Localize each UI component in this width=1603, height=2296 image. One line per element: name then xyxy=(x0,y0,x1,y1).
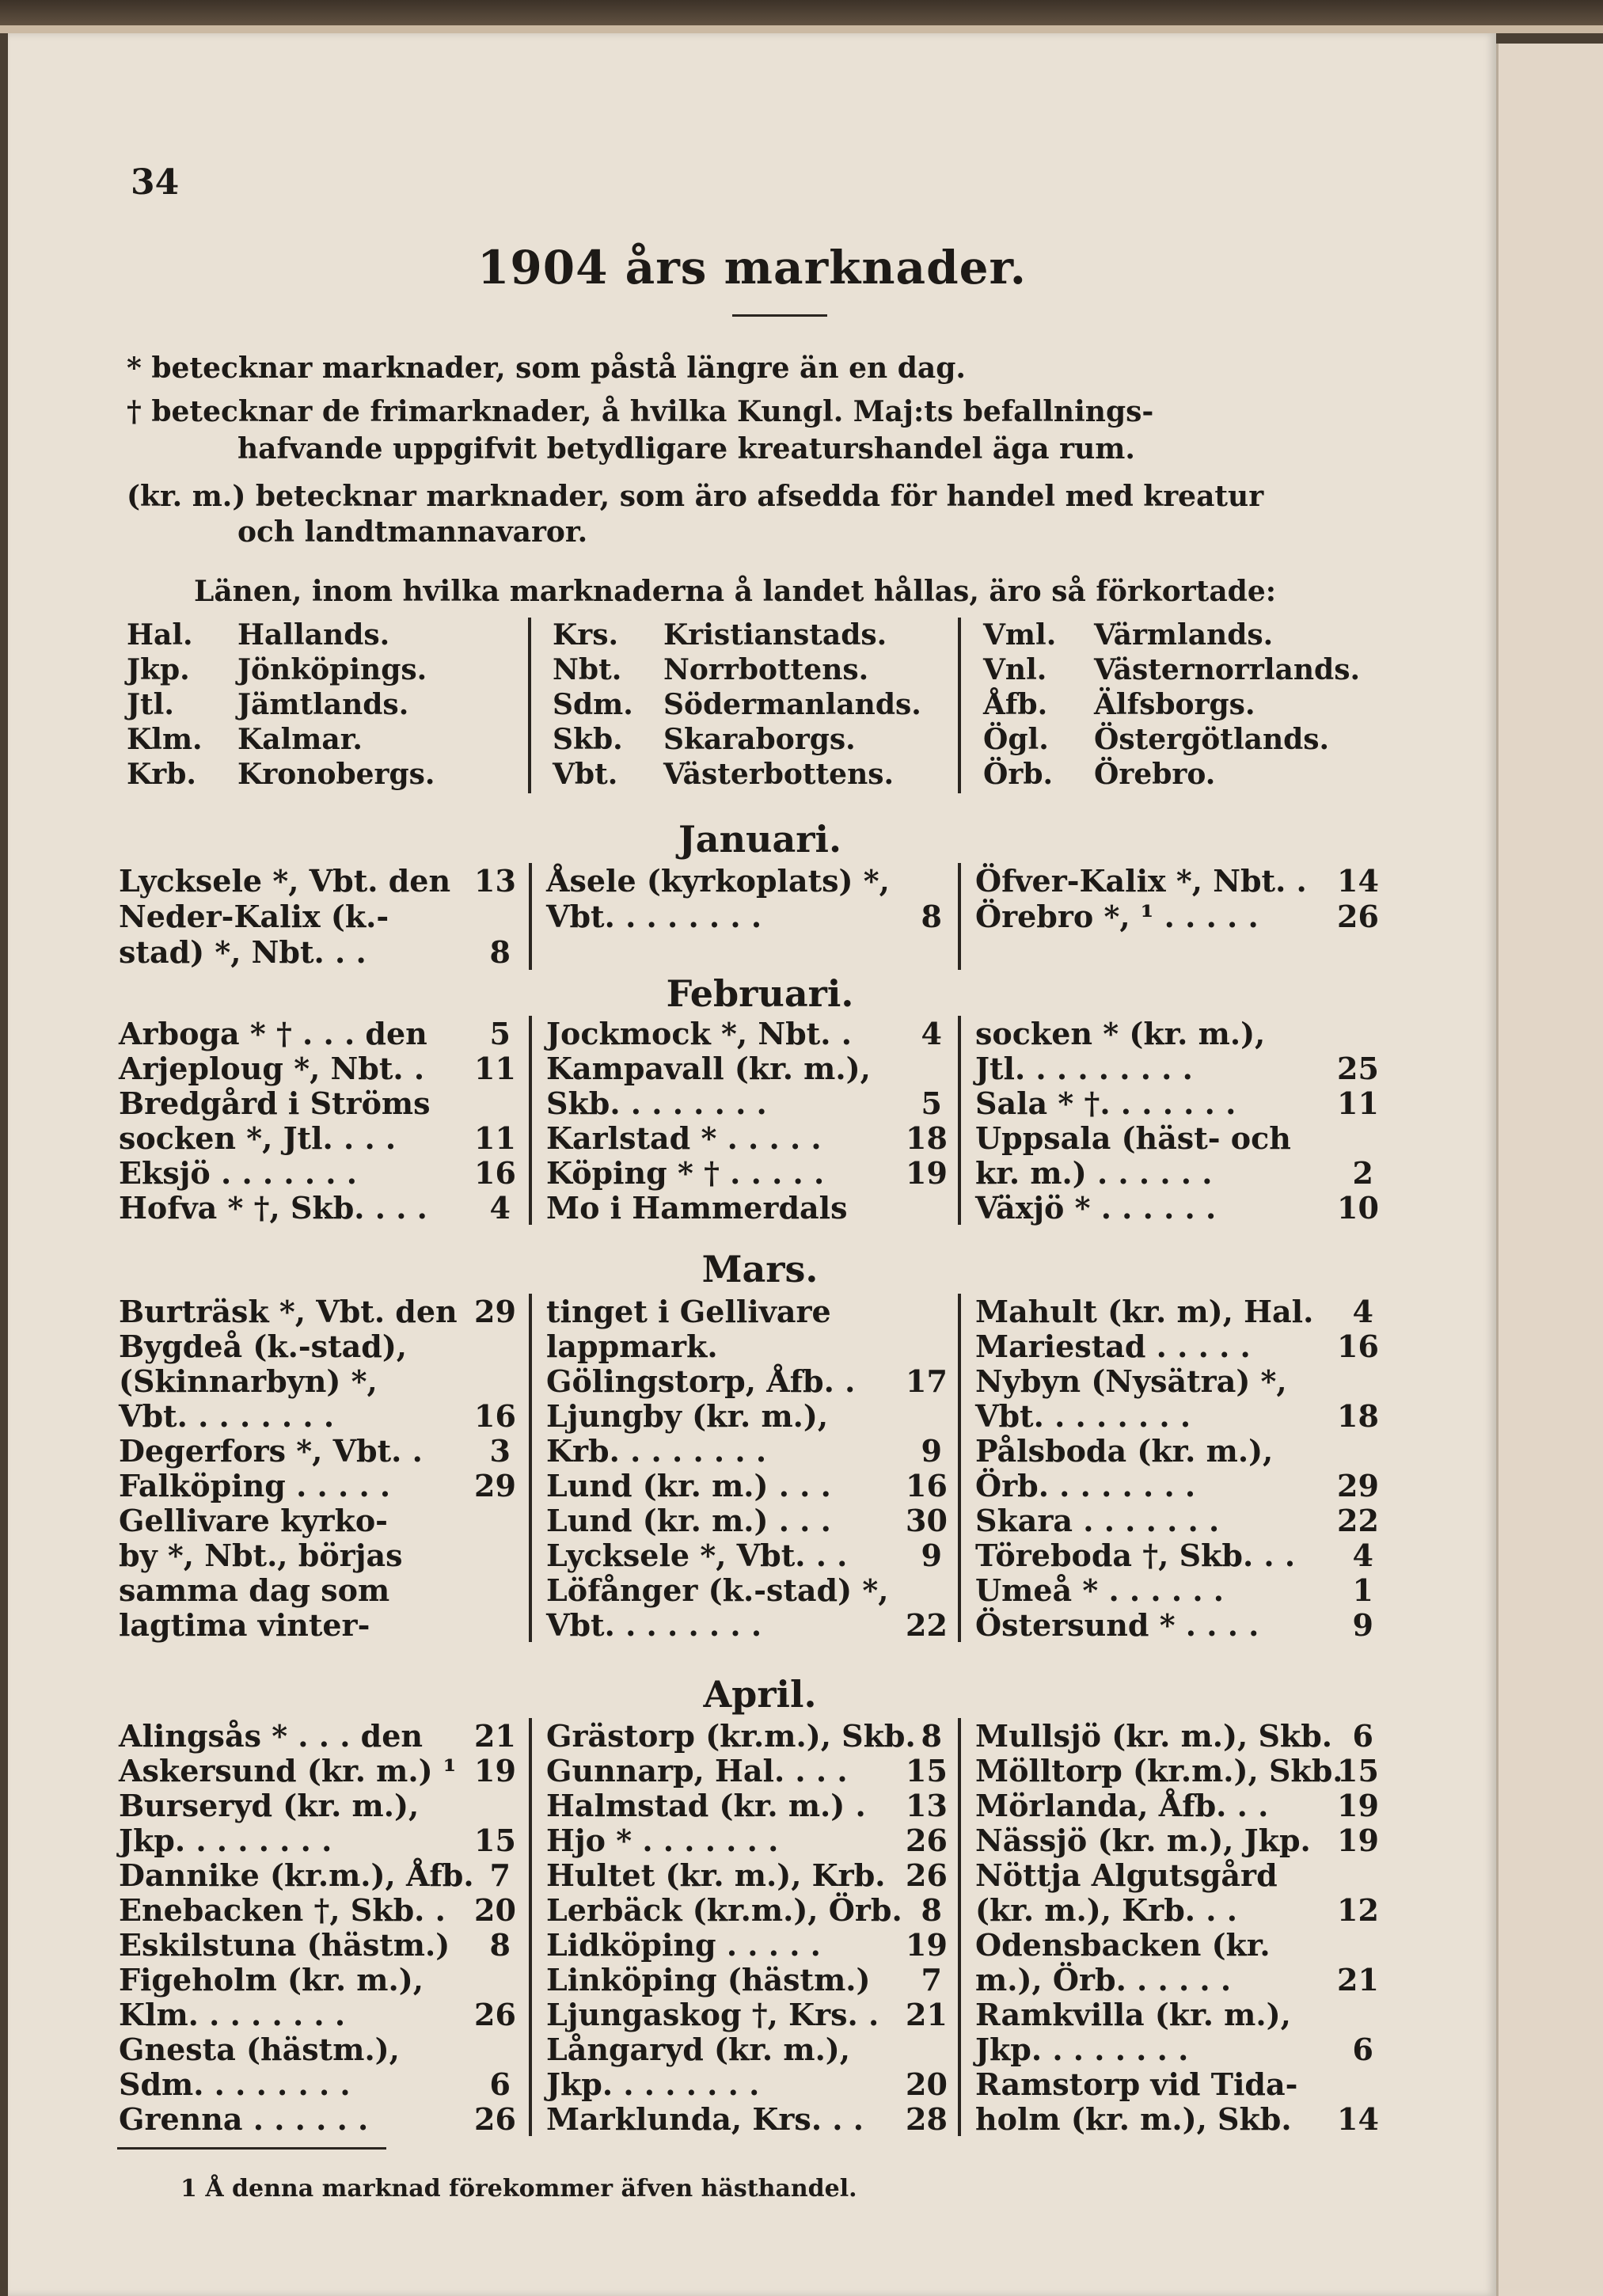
market-entry: Halmstad (kr. m.) . xyxy=(546,1788,866,1823)
market-entry: Jockmock *, Nbt. . xyxy=(546,1016,852,1051)
market-entry: Töreboda †, Skb. . . xyxy=(975,1538,1296,1573)
abbreviation-row xyxy=(553,653,869,686)
column-rule xyxy=(958,1718,961,2136)
county-name: Kalmar. xyxy=(237,723,363,756)
market-date: 1 xyxy=(1352,1572,1373,1608)
footnote-rule xyxy=(117,2147,386,2150)
market-entry: kr. m.) . . . . . . xyxy=(975,1155,1213,1191)
market-date: 19 xyxy=(474,1753,516,1789)
market-date: 26 xyxy=(474,2101,516,2137)
market-date: 4 xyxy=(1352,1538,1373,1573)
market-entry: Hjo * . . . . . . . xyxy=(546,1823,779,1858)
market-entry: Nöttja Algutsgård xyxy=(975,1857,1278,1893)
market-date: 26 xyxy=(906,1823,948,1858)
market-date: 10 xyxy=(1337,1190,1379,1226)
market-date: 14 xyxy=(1337,863,1379,899)
county-code: Nbt. xyxy=(553,653,622,686)
market-date: 25 xyxy=(1337,1051,1379,1086)
market-entry: Mölltorp (kr.m.), Skb. xyxy=(975,1753,1343,1789)
market-date: 19 xyxy=(1337,1788,1379,1823)
county-code: Ögl. xyxy=(983,723,1049,756)
market-entry: Ramkvilla (kr. m.), xyxy=(975,1997,1291,2032)
market-entry: Mörlanda, Åfb. . . xyxy=(975,1788,1269,1823)
market-entry: Linköping (hästm.) xyxy=(546,1962,871,1998)
market-entry: Grästorp (kr.m.), Skb. xyxy=(546,1718,916,1754)
market-date: 6 xyxy=(489,2066,511,2102)
market-entry: Jkp. . . . . . . . xyxy=(119,1823,332,1858)
title-rule xyxy=(732,314,827,317)
market-entry: Sdm. . . . . . . . xyxy=(119,2066,351,2102)
page-number: 34 xyxy=(131,162,180,203)
market-date: 7 xyxy=(921,1962,942,1998)
column-rule xyxy=(529,1718,532,2136)
market-date: 22 xyxy=(1337,1503,1379,1538)
footnote: 1 Å denna marknad förekommer äfven hästhandel. xyxy=(180,2175,857,2203)
county-code: Krb. xyxy=(127,758,196,791)
market-date: 7 xyxy=(489,1857,511,1893)
market-entry: Långaryd (kr. m.), xyxy=(546,2032,851,2067)
month-heading-januari: Januari. xyxy=(678,818,841,861)
market-entry: Köping * † . . . . . xyxy=(546,1155,825,1191)
county-code: Jtl. xyxy=(127,688,174,721)
market-date: 19 xyxy=(906,1927,948,1963)
market-entry: Alingsås * . . . den xyxy=(119,1718,424,1754)
market-date: 16 xyxy=(474,1398,516,1434)
market-entry: Ramstorp vid Tida- xyxy=(975,2066,1298,2102)
market-entry: Askersund (kr. m.) ¹ xyxy=(119,1753,457,1789)
county-name: Jämtlands. xyxy=(237,688,409,721)
county-name: Norrbottens. xyxy=(663,653,869,686)
abbreviation-row xyxy=(127,690,408,719)
market-date: 3 xyxy=(489,1433,511,1469)
market-date: 8 xyxy=(921,1892,942,1928)
market-entry: Karlstad * . . . . . xyxy=(546,1120,822,1156)
market-date: 8 xyxy=(921,899,942,934)
market-entry: Jkp. . . . . . . . xyxy=(975,2032,1189,2067)
market-entry: Odensbacken (kr. xyxy=(975,1927,1271,1963)
market-date: 5 xyxy=(921,1085,942,1121)
market-entry: Vbt. . . . . . . . xyxy=(119,1398,335,1434)
market-date: 20 xyxy=(474,1892,516,1928)
market-entry: Uppsala (häst- och xyxy=(975,1120,1291,1156)
market-entry: Pålsboda (kr. m.), xyxy=(975,1433,1274,1469)
market-entry: Arboga * † . . . den xyxy=(119,1016,427,1051)
market-entry: Lund (kr. m.) . . . xyxy=(546,1468,831,1503)
market-date: 26 xyxy=(1337,899,1379,934)
county-code: Vnl. xyxy=(983,653,1047,686)
column-rule xyxy=(958,1294,961,1642)
market-entry: Bredgård i Ströms xyxy=(119,1085,431,1121)
county-code: Sdm. xyxy=(553,688,633,721)
market-entry: Lund (kr. m.) . . . xyxy=(546,1503,831,1538)
abbreviation-heading: Länen, inom hvilka marknaderna å landet hållas, äro så förkortade: xyxy=(194,575,1277,608)
market-entry: Gölingstorp, Åfb. . xyxy=(546,1363,856,1399)
abbreviation-row xyxy=(127,653,427,686)
market-entry: Åsele (kyrkoplats) *, xyxy=(546,863,890,899)
market-entry: Mahult (kr. m), Hal. xyxy=(975,1294,1314,1329)
month-heading-april: April. xyxy=(703,1673,817,1716)
column-rule xyxy=(958,618,961,793)
legend-line: (kr. m.) betecknar marknader, som äro afsedda för handel med kreatur xyxy=(127,480,1264,513)
market-entry: Klm. . . . . . . . xyxy=(119,1997,346,2032)
market-date: 15 xyxy=(474,1823,516,1858)
column-rule xyxy=(958,1016,961,1225)
column-rule xyxy=(529,1294,532,1642)
market-entry: (Skinnarbyn) *, xyxy=(119,1363,378,1399)
market-entry: Umeå * . . . . . . xyxy=(975,1572,1225,1608)
market-date: 4 xyxy=(921,1016,942,1051)
market-date: 26 xyxy=(474,1997,516,2032)
county-name: Kristianstads. xyxy=(663,618,887,652)
market-date: 15 xyxy=(906,1753,948,1789)
market-entry: stad) *, Nbt. . . xyxy=(119,934,367,970)
market-date: 6 xyxy=(1352,1718,1373,1754)
market-date: 18 xyxy=(1337,1398,1379,1434)
market-date: 13 xyxy=(474,863,516,899)
market-entry: lappmark. xyxy=(546,1329,718,1364)
legend-line: och landtmannavaror. xyxy=(237,515,588,549)
legend-line: † betecknar de frimarknader, å hvilka Kungl. Maj:ts befallnings- xyxy=(127,395,1154,428)
abbreviation-row xyxy=(553,690,921,719)
market-entry: Arjeploug *, Nbt. . xyxy=(119,1051,425,1086)
market-entry: Skb. . . . . . . . xyxy=(546,1085,767,1121)
market-date: 11 xyxy=(474,1051,516,1086)
market-entry: Vbt. . . . . . . . xyxy=(975,1398,1191,1434)
market-date: 29 xyxy=(474,1468,516,1503)
county-code: Åfb. xyxy=(983,688,1048,721)
abbreviation-row xyxy=(553,760,894,789)
legend-line: hafvande uppgifvit betydligare kreaturshandel äga rum. xyxy=(237,432,1135,466)
market-entry: Marklunda, Krs. . . xyxy=(546,2101,864,2137)
market-date: 9 xyxy=(1352,1607,1373,1643)
market-entry: Gunnarp, Hal. . . . xyxy=(546,1753,848,1789)
market-entry: (kr. m.), Krb. . . xyxy=(975,1892,1237,1928)
market-entry: Sala * †. . . . . . . xyxy=(975,1085,1236,1121)
market-entry: Falköping . . . . . xyxy=(119,1468,391,1503)
county-code: Klm. xyxy=(127,723,203,756)
market-entry: Bygdeå (k.-stad), xyxy=(119,1329,408,1364)
market-date: 16 xyxy=(474,1155,516,1191)
market-entry: Hofva * †, Skb. . . . xyxy=(119,1190,427,1226)
market-date: 21 xyxy=(1337,1962,1379,1998)
market-date: 22 xyxy=(906,1607,948,1643)
column-rule xyxy=(529,863,532,970)
market-date: 11 xyxy=(1337,1085,1379,1121)
market-date: 2 xyxy=(1352,1155,1373,1191)
market-entry: Neder-Kalix (k.- xyxy=(119,899,389,934)
market-entry: tinget i Gellivare xyxy=(546,1294,831,1329)
market-entry: Gellivare kyrko- xyxy=(119,1503,388,1538)
market-date: 6 xyxy=(1352,2032,1373,2067)
market-entry: m.), Örb. . . . . . xyxy=(975,1962,1232,1998)
county-name: Värmlands. xyxy=(1094,618,1274,652)
market-date: 29 xyxy=(474,1294,516,1329)
county-code: Vml. xyxy=(983,618,1057,652)
market-entry: by *, Nbt., börjas xyxy=(119,1538,403,1573)
county-name: Jönköpings. xyxy=(237,653,427,686)
market-date: 16 xyxy=(906,1468,948,1503)
market-entry: socken * (kr. m.), xyxy=(975,1016,1266,1051)
market-entry: Eskilstuna (hästm.) xyxy=(119,1927,450,1963)
market-date: 21 xyxy=(906,1997,948,2032)
column-rule xyxy=(528,618,531,793)
county-code: Vbt. xyxy=(553,758,618,791)
market-date: 9 xyxy=(921,1538,942,1573)
abbreviation-row xyxy=(983,690,1255,719)
market-entry: Vbt. . . . . . . . xyxy=(546,899,762,934)
market-date: 4 xyxy=(489,1190,511,1226)
market-date: 14 xyxy=(1337,2101,1379,2137)
market-date: 9 xyxy=(921,1433,942,1469)
market-entry: Mo i Hammerdals xyxy=(546,1190,848,1226)
market-date: 19 xyxy=(1337,1823,1379,1858)
market-date: 30 xyxy=(906,1503,948,1538)
book-page xyxy=(8,33,1496,2296)
market-entry: socken *, Jtl. . . . xyxy=(119,1120,397,1156)
abbreviation-row xyxy=(127,618,390,652)
county-code: Hal. xyxy=(127,618,193,652)
market-entry: Lerbäck (kr.m.), Örb. xyxy=(546,1892,902,1928)
market-date: 21 xyxy=(474,1718,516,1754)
column-rule xyxy=(529,1016,532,1225)
market-entry: Enebacken †, Skb. . xyxy=(119,1892,446,1928)
month-heading-februari: Februari. xyxy=(666,972,854,1015)
page-title: 1904 års marknader. xyxy=(477,241,1027,295)
market-entry: Växjö * . . . . . . xyxy=(975,1190,1217,1226)
market-entry: Vbt. . . . . . . . xyxy=(546,1607,762,1643)
market-entry: Örb. . . . . . . . xyxy=(975,1468,1196,1503)
market-entry: Gnesta (hästm.), xyxy=(119,2032,400,2067)
market-entry: Ljungby (kr. m.), xyxy=(546,1398,829,1434)
county-code: Örb. xyxy=(983,758,1054,791)
market-entry: Nybyn (Nysätra) *, xyxy=(975,1363,1287,1399)
abbreviation-row xyxy=(983,653,1360,686)
market-date: 8 xyxy=(489,1927,511,1963)
market-entry: Mullsjö (kr. m.), Skb. xyxy=(975,1718,1333,1754)
market-entry: Degerfors *, Vbt. . xyxy=(119,1433,423,1469)
abbreviation-row xyxy=(127,725,363,754)
county-name: Älfsborgs. xyxy=(1094,688,1255,721)
county-code: Krs. xyxy=(553,618,619,652)
market-entry: Öfver-Kalix *, Nbt. . xyxy=(975,863,1307,899)
market-date: 29 xyxy=(1337,1468,1379,1503)
market-entry: Östersund * . . . . xyxy=(975,1607,1259,1643)
market-entry: Lidköping . . . . . xyxy=(546,1927,821,1963)
market-entry: Mariestad . . . . . xyxy=(975,1329,1251,1364)
market-date: 13 xyxy=(906,1788,948,1823)
market-entry: Burträsk *, Vbt. den xyxy=(119,1294,458,1329)
legend-line: * betecknar marknader, som påstå längre än en dag. xyxy=(127,352,966,385)
market-entry: Skara . . . . . . . xyxy=(975,1503,1220,1538)
market-date: 8 xyxy=(921,1718,942,1754)
market-entry: Eksjö . . . . . . . xyxy=(119,1155,357,1191)
market-date: 20 xyxy=(906,2066,948,2102)
county-name: Södermanlands. xyxy=(663,688,921,721)
market-date: 8 xyxy=(489,934,511,970)
county-name: Västernorrlands. xyxy=(1094,653,1360,686)
market-entry: Jtl. . . . . . . . . xyxy=(975,1051,1193,1086)
market-entry: Krb. . . . . . . . xyxy=(546,1433,767,1469)
market-entry: Lycksele *, Vbt. den xyxy=(119,863,451,899)
county-code: Jkp. xyxy=(127,653,190,686)
book-top-edge xyxy=(0,0,1603,33)
market-entry: samma dag som xyxy=(119,1572,390,1608)
market-entry: holm (kr. m.), Skb. xyxy=(975,2101,1292,2137)
market-entry: Grenna . . . . . . xyxy=(119,2101,369,2137)
market-date: 11 xyxy=(474,1120,516,1156)
abbreviation-row xyxy=(127,760,435,789)
market-date: 4 xyxy=(1352,1294,1373,1329)
market-date: 17 xyxy=(906,1363,948,1399)
county-name: Skaraborgs. xyxy=(663,723,856,756)
county-name: Östergötlands. xyxy=(1094,723,1330,756)
market-entry: lagtima vinter- xyxy=(119,1607,370,1643)
county-code: Skb. xyxy=(553,723,623,756)
market-entry: Hultet (kr. m.), Krb. xyxy=(546,1857,886,1893)
market-date: 18 xyxy=(906,1120,948,1156)
county-name: Västerbottens. xyxy=(663,758,895,791)
abbreviation-row xyxy=(983,725,1329,754)
abbreviation-row xyxy=(983,618,1274,652)
abbreviation-row xyxy=(553,618,887,652)
market-date: 12 xyxy=(1337,1892,1379,1928)
market-date: 28 xyxy=(906,2101,948,2137)
month-heading-mars: Mars. xyxy=(701,1248,819,1291)
market-date: 26 xyxy=(906,1857,948,1893)
next-page-edge xyxy=(1496,44,1603,2296)
market-entry: Jkp. . . . . . . . xyxy=(546,2066,760,2102)
county-name: Kronobergs. xyxy=(237,758,435,791)
market-entry: Löfånger (k.-stad) *, xyxy=(546,1572,889,1608)
county-name: Örebro. xyxy=(1094,758,1216,791)
county-name: Hallands. xyxy=(237,618,390,652)
market-entry: Burseryd (kr. m.), xyxy=(119,1788,420,1823)
market-entry: Lycksele *, Vbt. . . xyxy=(546,1538,848,1573)
market-entry: Figeholm (kr. m.), xyxy=(119,1962,424,1998)
market-date: 5 xyxy=(489,1016,511,1051)
column-rule xyxy=(958,863,961,970)
abbreviation-row xyxy=(983,760,1215,789)
market-entry: Örebro *, ¹ . . . . . xyxy=(975,899,1259,934)
market-entry: Kampavall (kr. m.), xyxy=(546,1051,871,1086)
abbreviation-row xyxy=(553,725,856,754)
market-date: 16 xyxy=(1337,1329,1379,1364)
market-entry: Ljungaskog †, Krs. . xyxy=(546,1997,879,2032)
market-date: 19 xyxy=(906,1155,948,1191)
market-entry: Dannike (kr.m.), Åfb. xyxy=(119,1857,474,1893)
market-entry: Nässjö (kr. m.), Jkp. xyxy=(975,1823,1311,1858)
market-date: 15 xyxy=(1337,1753,1379,1789)
